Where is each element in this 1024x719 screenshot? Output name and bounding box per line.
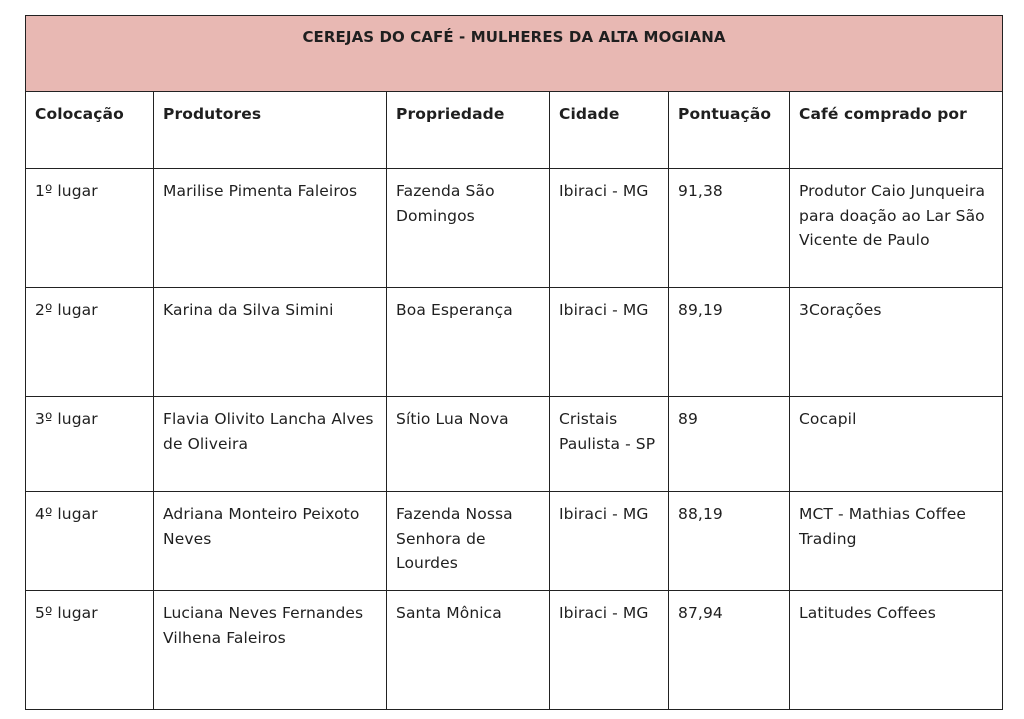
cell-city: Ibiraci - MG: [550, 591, 669, 710]
cell-score: 88,19: [669, 492, 790, 591]
column-header-producers: Produtores: [154, 92, 387, 169]
cell-producer: Marilise Pimenta Faleiros: [154, 169, 387, 288]
cell-city: Ibiraci - MG: [550, 169, 669, 288]
cell-placement: 5º lugar: [26, 591, 154, 710]
cell-buyer: Latitudes Coffees: [790, 591, 1003, 710]
cell-placement: 2º lugar: [26, 288, 154, 397]
table-title: CEREJAS DO CAFÉ - MULHERES DA ALTA MOGIANA: [26, 16, 1003, 92]
cell-city: Ibiraci - MG: [550, 492, 669, 591]
results-table: [25, 15, 1003, 710]
title-row: [26, 16, 1003, 92]
cell-producer: Luciana Neves Fernandes Vilhena Faleiros: [154, 591, 387, 710]
table-row: [26, 591, 1003, 710]
table-row: [26, 288, 1003, 397]
header-row: [26, 92, 1003, 169]
cell-buyer: Cocapil: [790, 397, 1003, 492]
cell-buyer: Produtor Caio Junqueira para doação ao Lar São Vicente de Paulo: [790, 169, 1003, 288]
cell-placement: 3º lugar: [26, 397, 154, 492]
cell-buyer: 3Corações: [790, 288, 1003, 397]
cell-property: Boa Esperança: [387, 288, 550, 397]
table-row: [26, 169, 1003, 288]
column-header-city: Cidade: [550, 92, 669, 169]
cell-score: 89,19: [669, 288, 790, 397]
column-header-buyer: Café comprado por: [790, 92, 1003, 169]
cell-city: Ibiraci - MG: [550, 288, 669, 397]
cell-score: 91,38: [669, 169, 790, 288]
cell-placement: 1º lugar: [26, 169, 154, 288]
table-row: [26, 397, 1003, 492]
column-header-score: Pontuação: [669, 92, 790, 169]
column-header-placement: Colocação: [26, 92, 154, 169]
cell-score: 89: [669, 397, 790, 492]
cell-city: Cristais Paulista - SP: [550, 397, 669, 492]
column-header-property: Propriedade: [387, 92, 550, 169]
cell-property: Santa Mônica: [387, 591, 550, 710]
cell-placement: 4º lugar: [26, 492, 154, 591]
cell-producer: Flavia Olivito Lancha Alves de Oliveira: [154, 397, 387, 492]
cell-property: Fazenda Nossa Senhora de Lourdes: [387, 492, 550, 591]
cell-property: Fazenda São Domingos: [387, 169, 550, 288]
cell-producer: Adriana Monteiro Peixoto Neves: [154, 492, 387, 591]
cell-buyer: MCT - Mathias Coffee Trading: [790, 492, 1003, 591]
cell-score: 87,94: [669, 591, 790, 710]
cell-producer: Karina da Silva Simini: [154, 288, 387, 397]
cell-property: Sítio Lua Nova: [387, 397, 550, 492]
table-row: [26, 492, 1003, 591]
